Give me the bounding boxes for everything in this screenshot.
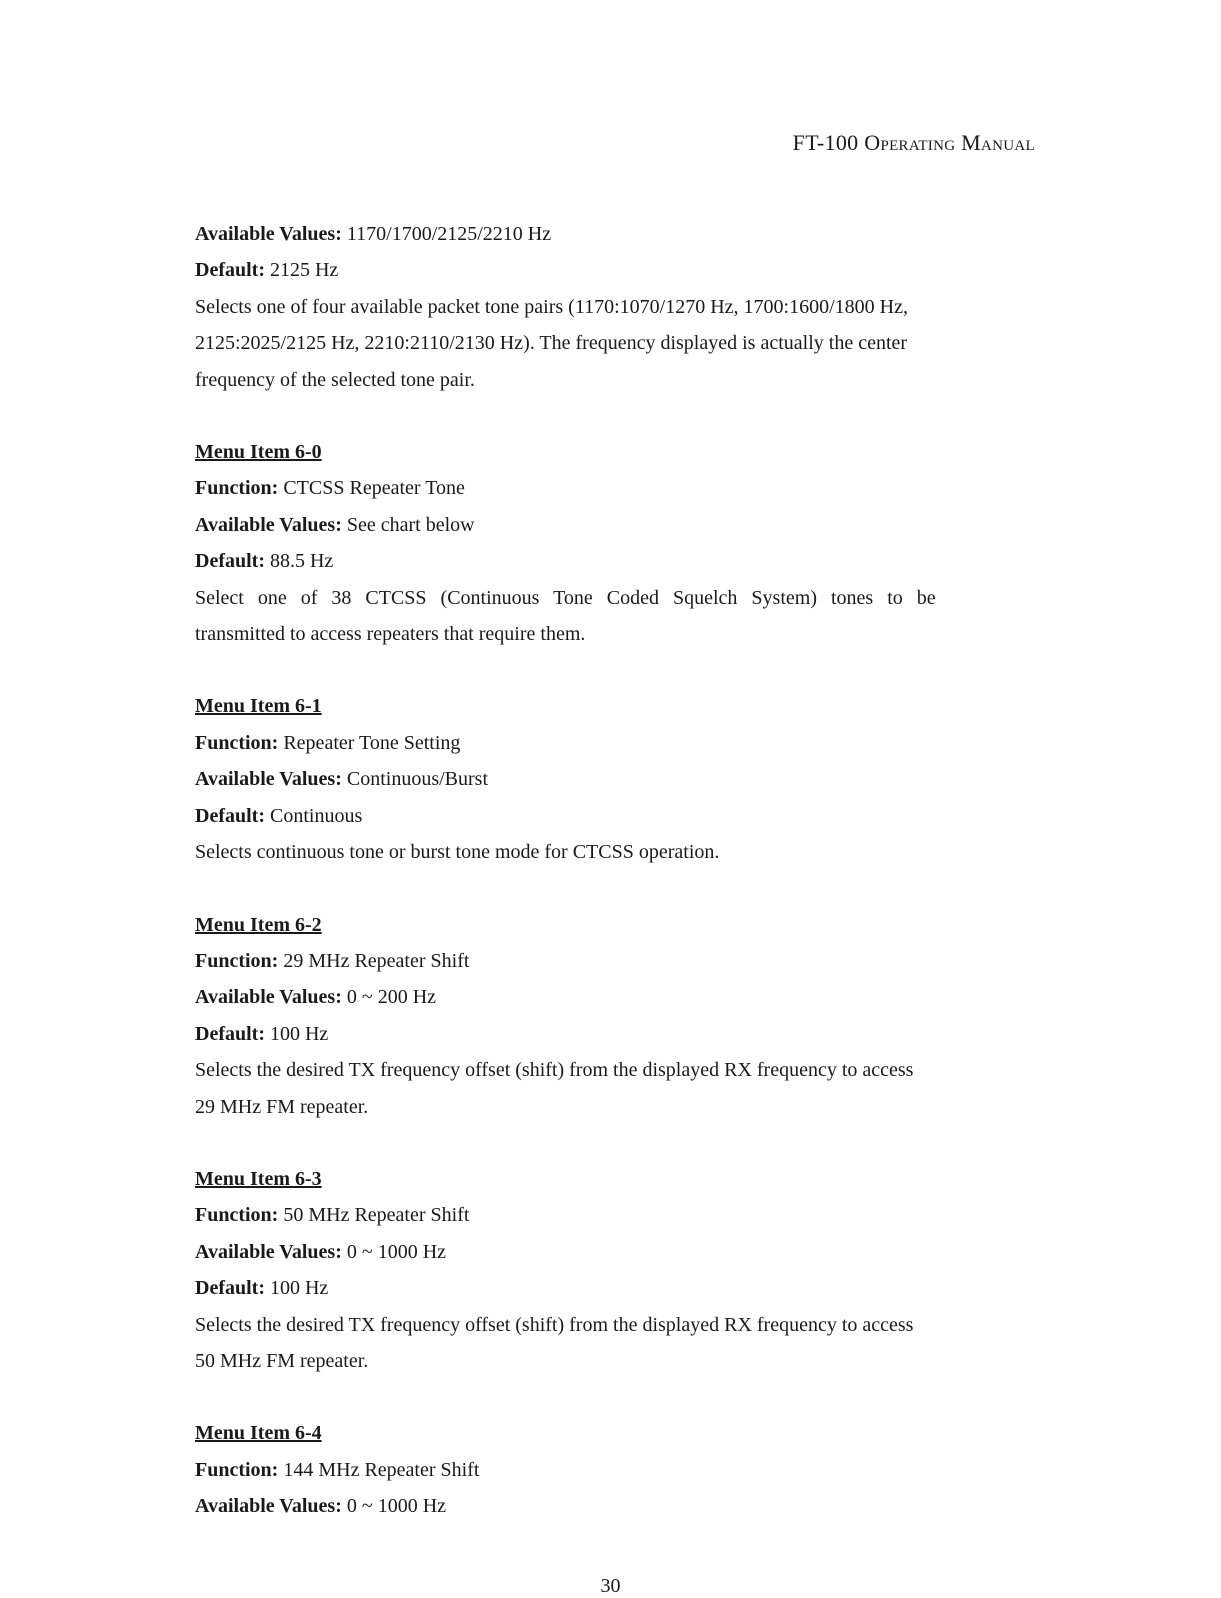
default-line (195, 798, 1055, 834)
available-values-label: Available Values: (195, 513, 342, 536)
default-text: 100 Hz (269, 1022, 329, 1045)
intro-description-line-3: frequency of the selected tone pair. (195, 368, 475, 391)
default-label: Default: (195, 804, 265, 827)
function-line (195, 943, 1055, 979)
function-label: Function: (195, 731, 279, 754)
available-values-text: Continuous/Burst (346, 768, 489, 791)
function-line (195, 1452, 1055, 1488)
page-header-title: FT-100 Operating Manual (792, 130, 1035, 155)
function-text: 29 MHz Repeater Shift (283, 949, 470, 972)
default-text: Continuous (269, 804, 363, 827)
default-text: 88.5 Hz (269, 550, 334, 573)
function-label: Function: (195, 949, 279, 972)
function-text: 144 MHz Repeater Shift (283, 1458, 480, 1481)
function-text: CTCSS Repeater Tone (283, 477, 465, 500)
function-label: Function: (195, 1458, 279, 1481)
default-text: 100 Hz (269, 1277, 329, 1300)
function-line (195, 725, 1055, 761)
available-values-label: Available Values: (195, 986, 342, 1009)
available-values-text: 0 ~ 1000 Hz (346, 1240, 447, 1263)
description-line-1: Selects the desired TX frequency offset (shift) from the displayed RX frequency to access (195, 1313, 914, 1336)
intro-description-line-1: Selects one of four available packet tone pairs (1170:1070/1270 Hz, 1700:1600/1800 Hz, (195, 295, 908, 318)
default-line (195, 1270, 1055, 1306)
description-line-1: Selects continuous tone or burst tone mode for CTCSS operation. (195, 841, 720, 864)
document-body (195, 216, 1055, 1525)
description-line-1: Selects the desired TX frequency offset (shift) from the displayed RX frequency to access (195, 1059, 914, 1082)
available-values-label: Available Values: (195, 768, 342, 791)
menu-item-heading: Menu Item 6-2 (195, 913, 322, 936)
menu-item-heading: Menu Item 6-4 (195, 1422, 322, 1445)
function-text: 50 MHz Repeater Shift (283, 1204, 470, 1227)
available-values-label: Available Values: (195, 223, 342, 245)
default-line (195, 1016, 1055, 1052)
available-values-label: Available Values: (195, 1240, 342, 1263)
description-line-1: Select one of 38 CTCSS (Continuous Tone Coded Squelch System) tones to be (195, 586, 936, 609)
function-line (195, 1197, 1055, 1233)
available-values-line (195, 1488, 1055, 1524)
intro-values-line (195, 216, 1055, 252)
default-label: Default: (195, 1277, 265, 1300)
default-label: Default: (195, 550, 265, 573)
intro-description-line-2: 2125:2025/2125 Hz, 2210:2110/2130 Hz). The frequency displayed is actually the center (195, 332, 908, 355)
menu-item-heading: Menu Item 6-0 (195, 441, 322, 464)
available-values-text: 0 ~ 200 Hz (346, 986, 437, 1009)
available-values-text: See chart below (346, 513, 475, 536)
default-text: 2125 Hz (269, 259, 339, 282)
intro-default-line (195, 252, 1055, 288)
menu-item-heading: Menu Item 6-1 (195, 695, 322, 718)
available-values-line (195, 979, 1055, 1015)
available-values-line (195, 1234, 1055, 1270)
description-line-2: 50 MHz FM repeater. (195, 1349, 369, 1372)
default-label: Default: (195, 1022, 265, 1045)
available-values-line (195, 761, 1055, 797)
page-number: 30 (600, 1575, 621, 1597)
function-line (195, 470, 1055, 506)
available-values-line (195, 507, 1055, 543)
description-line-2: transmitted to access repeaters that require them. (195, 623, 586, 646)
function-label: Function: (195, 477, 279, 500)
available-values-text: 0 ~ 1000 Hz (346, 1495, 447, 1518)
available-values-label: Available Values: (195, 1495, 342, 1518)
description-line-2: 29 MHz FM repeater. (195, 1095, 369, 1118)
function-text: Repeater Tone Setting (283, 731, 461, 754)
menu-item-heading: Menu Item 6-3 (195, 1167, 322, 1190)
default-line (195, 543, 1055, 579)
function-label: Function: (195, 1204, 279, 1227)
available-values-text: 1170/1700/2125/2210 Hz (346, 223, 552, 245)
default-label: Default: (195, 259, 265, 282)
